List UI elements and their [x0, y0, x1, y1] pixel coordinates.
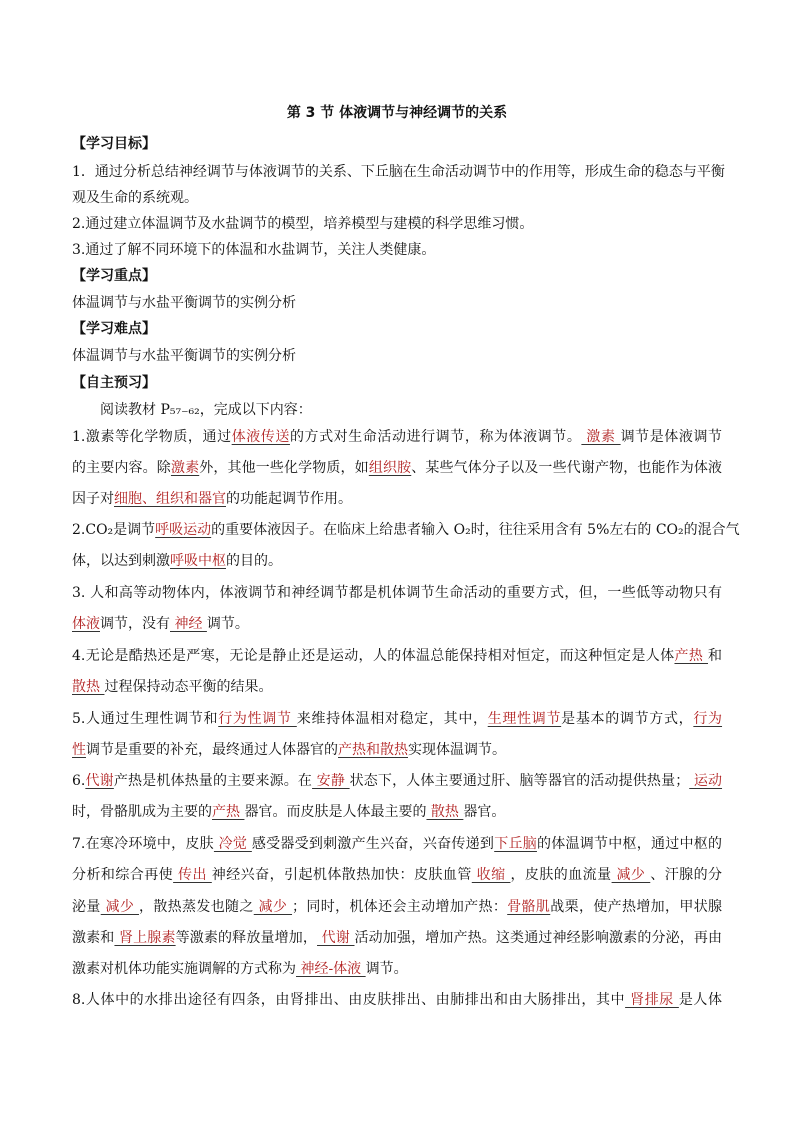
q3-line-1: 3. 人和高等动物体内，体液调节和神经调节都是机体调节生命活动的重要方式，但，一些低等动物只有	[72, 585, 722, 601]
q7-answer-9: 肾上腺素	[114, 930, 176, 946]
q7-answer-2: 下丘脑	[494, 836, 537, 852]
q7-text: 激素对机体功能实施调解的方式称为	[72, 961, 296, 977]
q4-text: 和	[708, 648, 722, 664]
q3-line-2	[72, 615, 722, 633]
q6-answer-1: 代谢	[85, 773, 114, 789]
q3-text: 调节。	[206, 616, 249, 632]
q7-line-1	[72, 835, 722, 853]
q6-answer-5: 散热	[426, 804, 464, 820]
q1-line-3	[72, 490, 722, 508]
difficulty-text: 体温调节与水盐平衡调节的实例分析	[72, 348, 296, 364]
q1-line-1	[72, 428, 722, 446]
q5-answer-2: 生理性调节	[487, 711, 562, 727]
q6-answer-2: 安静	[312, 773, 350, 789]
q5-answer-1: 行为性调节	[218, 711, 297, 727]
goal-1-line-2: 观及生命的系统观。	[72, 190, 198, 206]
q8-answer-1: 肾排尿	[625, 992, 679, 1008]
q6-line-2	[72, 803, 722, 821]
q4-line-2	[72, 678, 722, 696]
q7-answer-3: 传出	[173, 867, 212, 883]
goals-heading: 【学习目标】	[72, 136, 156, 152]
q5-text: 来维持体温相对稳定，其中，	[296, 711, 488, 727]
q7-text: 的体温调节中枢，通过中枢的	[536, 836, 723, 852]
q7-line-5	[72, 960, 722, 978]
q6-text: 状态下，人体主要通过肝、脑等器官的活动提供热量；	[349, 773, 690, 789]
q7-text: 调节。	[365, 961, 408, 977]
q7-text: ；同时，机体还会主动增加产热：	[292, 899, 508, 915]
q3-text: 调节，没有	[100, 616, 170, 632]
q1-answer-3: 激素	[170, 460, 200, 476]
q7-text: 神经兴奋，引起机体散热加快：皮肤血管	[211, 867, 472, 883]
q4-text: 4.无论是酷热还是严寒，无论是静止还是运动，人的体温总能保持相对恒定，而这种恒定是人体	[72, 648, 675, 664]
q4-answer-2: 散热	[72, 679, 105, 695]
q5-text: 是基本的调节方式，	[561, 711, 694, 727]
q1-text: 调节是体液调节	[620, 429, 723, 445]
q7-text: 7.在寒冷环境中，皮肤	[72, 836, 214, 852]
q6-text: 时，骨骼肌成为主要的	[72, 804, 212, 820]
q7-answer-6: 减少	[100, 899, 139, 915]
q2-line-1	[72, 521, 740, 539]
q7-answer-7: 减少	[253, 899, 293, 915]
q1-answer-1: 体液传送	[231, 429, 290, 445]
q7-text: 泌量	[72, 899, 101, 915]
q8-line-1	[72, 991, 722, 1009]
q1-line-2	[72, 459, 722, 477]
q7-text: 感受器受到刺激产生兴奋，兴奋传递到	[251, 836, 495, 852]
q7-answer-4: 收缩	[471, 867, 511, 883]
q2-text: 的重要体液因子。在临床上给患者输入 O₂时，往往采用含有 5%左右的 CO₂的混合气	[211, 522, 740, 538]
q7-answer-5: 减少	[611, 867, 651, 883]
q2-text: 的目的。	[226, 553, 282, 569]
q1-answer-2: 激素	[581, 429, 621, 445]
q7-text: 分析和综合再使	[72, 867, 174, 883]
q1-text: 的功能起调节作用。	[226, 491, 352, 507]
q6-text: 产热是机体热量的主要来源。在	[113, 773, 313, 789]
q7-line-3	[72, 898, 722, 916]
q1-text: 1.激素等化学物质，通过	[72, 429, 232, 445]
q5-line-1	[72, 710, 722, 728]
q7-text: ，皮肤的血流量	[510, 867, 612, 883]
goal-3: 3.通过了解不同环境下的体温和水盐调节，关注人类健康。	[72, 242, 436, 258]
q7-answer-10: 代谢	[317, 930, 355, 946]
preview-heading: 【自主预习】	[72, 375, 156, 391]
q2-line-2	[72, 552, 722, 570]
q2-text: 2.CO₂是调节	[72, 522, 156, 538]
q7-answer-1: 冷觉	[213, 836, 252, 852]
q5-text: 实现体温调节。	[408, 742, 506, 758]
q1-text: 的方式对生命活动进行调节，称为体液调节。	[289, 429, 582, 445]
q6-answer-4: 产热	[212, 804, 245, 820]
q4-line-1	[72, 647, 722, 665]
q1-text: 的主要内容。除	[72, 460, 171, 476]
page-title: 第 3 节 体液调节与神经调节的关系	[286, 105, 508, 121]
q6-answer-3: 运动	[689, 773, 723, 789]
q7-answer-11: 神经-体液	[296, 961, 366, 977]
q3-answer-1: 体液	[72, 616, 100, 632]
q1-answer-5: 细胞、组织和器官	[114, 491, 226, 507]
q6-text: 器官。	[463, 804, 506, 820]
q5-answer-4: 产热和散热	[338, 742, 408, 758]
q7-text: 等激素的释放量增加，	[175, 930, 318, 946]
q7-answer-8: 骨骼肌	[507, 899, 551, 915]
q5-answer-3a: 行为	[693, 711, 723, 727]
focus-heading: 【学习重点】	[72, 268, 156, 284]
goal-1-line-1: 1．通过分析总结神经调节与体液调节的关系、下丘脑在生命活动调节中的作用等，形成生命的稳态与平衡	[72, 164, 725, 180]
q1-text: 因子对	[72, 491, 114, 507]
q1-text: 、某些气体分子以及一些代谢产物，也能作为体液	[411, 460, 723, 476]
q1-answer-4: 组织胺	[368, 460, 412, 476]
q8-text: 是人体	[678, 992, 723, 1008]
focus-text: 体温调节与水盐平衡调节的实例分析	[72, 295, 296, 311]
q5-text: 调节是重要的补充，最终通过人体器官的	[86, 742, 338, 758]
q7-line-2	[72, 866, 722, 884]
q4-answer-1: 产热	[674, 648, 708, 664]
q8-text: 8.人体中的水排出途径有四条，由肾排出、由皮肤排出、由肺排出和由大肠排出，其中	[72, 992, 626, 1008]
q6-text: 6.	[72, 773, 86, 789]
q2-text: 体，以达到刺激	[72, 553, 170, 569]
q7-text: 、汗腺的分	[650, 867, 723, 883]
q7-text: 战栗，使产热增加，甲状腺	[550, 899, 723, 915]
q2-answer-2: 呼吸中枢	[170, 553, 226, 569]
q5-answer-3b: 性	[72, 742, 86, 758]
q7-text: 激素和	[72, 930, 115, 946]
q5-text: 5.人通过生理性调节和	[72, 711, 219, 727]
q5-line-2	[72, 741, 722, 759]
q7-text: 活动加强，增加产热。这类通过神经影响激素的分泌，再由	[354, 930, 723, 946]
goal-2: 2.通过建立体温调节及水盐调节的模型，培养模型与建模的科学思维习惯。	[72, 216, 534, 232]
q7-line-4	[72, 929, 722, 947]
q4-text: 过程保持动态平衡的结果。	[104, 679, 273, 695]
q2-answer-1: 呼吸运动	[155, 522, 212, 538]
q6-line-1	[72, 772, 722, 790]
q6-text: 器官。而皮肤是人体最主要的	[244, 804, 427, 820]
q7-text: ，散热蒸发也随之	[138, 899, 254, 915]
q1-text: 外，其他一些化学物质，如	[199, 460, 369, 476]
difficulty-heading: 【学习难点】	[72, 321, 156, 337]
preview-intro: 阅读教材 P₅₇₋₆₂，完成以下内容：	[100, 402, 312, 418]
q3-answer-2: 神经	[170, 616, 207, 632]
